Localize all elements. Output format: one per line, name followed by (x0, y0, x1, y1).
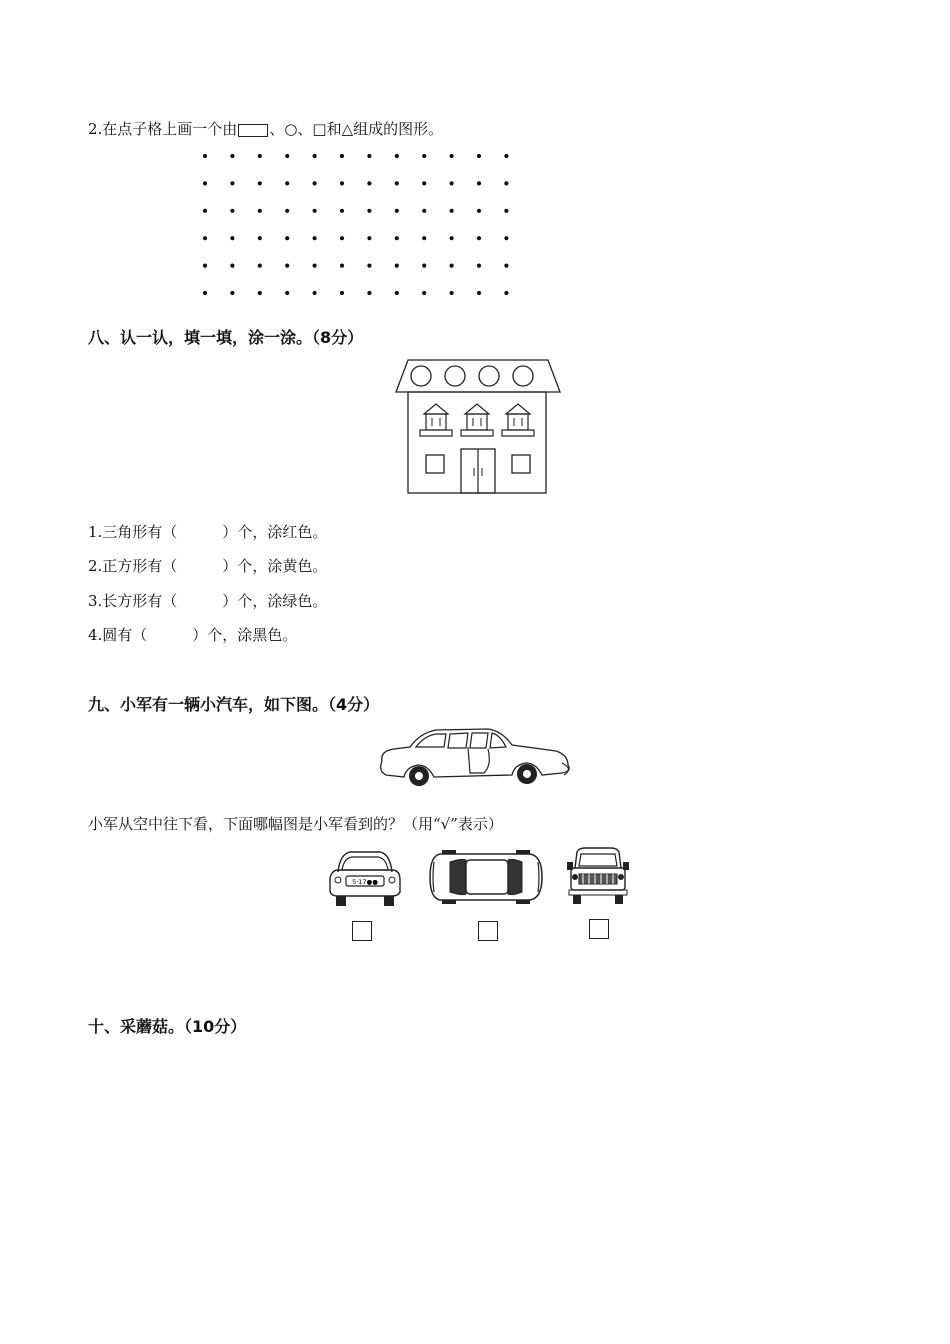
grid-dot[interactable] (395, 236, 399, 240)
grid-dot[interactable] (504, 181, 508, 185)
grid-dot[interactable] (450, 291, 454, 295)
grid-dot[interactable] (422, 181, 426, 185)
grid-dot[interactable] (258, 154, 262, 158)
grid-dot[interactable] (504, 209, 508, 213)
grid-dot[interactable] (285, 181, 289, 185)
upper-window (461, 404, 493, 436)
q7-item2-prefix: 2.在点子格上画一个由 (88, 120, 238, 138)
grid-dot[interactable] (395, 264, 399, 268)
grid-dot[interactable] (203, 181, 207, 185)
car-rear-view-option (326, 848, 404, 910)
grid-dot[interactable] (450, 264, 454, 268)
grid-dot[interactable] (450, 209, 454, 213)
grid-dot[interactable] (258, 264, 262, 268)
grid-dot[interactable] (395, 154, 399, 158)
grid-dot[interactable] (258, 209, 262, 213)
grid-dot[interactable] (285, 154, 289, 158)
grid-dot[interactable] (367, 181, 371, 185)
grid-dot[interactable] (340, 264, 344, 268)
grid-dot[interactable] (477, 236, 481, 240)
lower-square-window (426, 455, 444, 473)
grid-dot[interactable] (230, 291, 234, 295)
grid-dot[interactable] (313, 264, 317, 268)
grid-dot[interactable] (203, 209, 207, 213)
grid-dot[interactable] (313, 181, 317, 185)
lower-square-window (512, 455, 530, 473)
grid-dot[interactable] (340, 181, 344, 185)
grid-dot[interactable] (422, 291, 426, 295)
upper-window (420, 404, 452, 436)
grid-dot[interactable] (258, 181, 262, 185)
answer-checkbox-2[interactable] (478, 921, 498, 941)
car-top-view-option (426, 848, 546, 906)
grid-dot[interactable] (230, 181, 234, 185)
grid-dot[interactable] (450, 154, 454, 158)
answer-checkbox-1[interactable] (352, 921, 372, 941)
q8-item-4: 4.圆有（ ）个，涂黑色。 (88, 626, 298, 644)
q9-question: 小军从空中往下看，下面哪幅图是小军看到的？（用“√”表示） (88, 815, 503, 833)
q8-heading: 八、认一认，填一填，涂一涂。（8分） (88, 328, 364, 347)
grid-dot[interactable] (367, 209, 371, 213)
roof-circle (445, 366, 465, 386)
roof-circle (411, 366, 431, 386)
grid-dot[interactable] (422, 154, 426, 158)
q8-item-3: 3.长方形有（ ）个，涂绿色。 (88, 592, 328, 610)
grid-dot[interactable] (422, 209, 426, 213)
q7-item2-suffix: 、○、□和△组成的图形。 (269, 120, 444, 138)
grid-dot[interactable] (367, 154, 371, 158)
license-plate-text: 5·17●● (352, 878, 378, 886)
grid-dot[interactable] (367, 291, 371, 295)
grid-dot[interactable] (477, 264, 481, 268)
rectangle-shape-icon (238, 124, 268, 137)
upper-window (502, 404, 534, 436)
grid-dot[interactable] (422, 264, 426, 268)
grid-dot[interactable] (477, 154, 481, 158)
grid-dot[interactable] (230, 264, 234, 268)
grid-dot[interactable] (477, 209, 481, 213)
q10-heading: 十、采蘑菇。（10分） (88, 1017, 247, 1036)
q9-heading: 九、小军有一辆小汽车，如下图。（4分） (88, 695, 380, 714)
grid-dot[interactable] (340, 236, 344, 240)
grid-dot[interactable] (258, 291, 262, 295)
grid-dot[interactable] (203, 154, 207, 158)
grid-dot[interactable] (313, 291, 317, 295)
house-body (408, 392, 546, 493)
grid-dot[interactable] (504, 154, 508, 158)
grid-dot[interactable] (285, 264, 289, 268)
grid-dot[interactable] (203, 236, 207, 240)
grid-dot[interactable] (340, 209, 344, 213)
grid-dot[interactable] (504, 236, 508, 240)
grid-dot[interactable] (230, 236, 234, 240)
grid-dot[interactable] (477, 181, 481, 185)
car-side-view (376, 725, 576, 790)
grid-dot[interactable] (285, 236, 289, 240)
dot-grid[interactable] (195, 148, 515, 300)
car-front-view-option (563, 846, 633, 908)
grid-dot[interactable] (477, 291, 481, 295)
grid-dot[interactable] (367, 264, 371, 268)
roof-circle (479, 366, 499, 386)
grid-dot[interactable] (340, 154, 344, 158)
grid-dot[interactable] (450, 181, 454, 185)
house-figure (388, 358, 568, 498)
grid-dot[interactable] (313, 209, 317, 213)
grid-dot[interactable] (367, 236, 371, 240)
grid-dot[interactable] (285, 209, 289, 213)
grid-dot[interactable] (313, 154, 317, 158)
grid-dot[interactable] (504, 291, 508, 295)
grid-dot[interactable] (395, 209, 399, 213)
grid-dot[interactable] (203, 264, 207, 268)
grid-dot[interactable] (504, 264, 508, 268)
answer-checkbox-3[interactable] (589, 919, 609, 939)
grid-dot[interactable] (340, 291, 344, 295)
grid-dot[interactable] (395, 291, 399, 295)
grid-dot[interactable] (285, 291, 289, 295)
roof-trapezoid (396, 360, 560, 392)
roof-circle (513, 366, 533, 386)
grid-dot[interactable] (230, 209, 234, 213)
q7-item2-text (88, 120, 443, 138)
grid-dot[interactable] (203, 291, 207, 295)
grid-dot[interactable] (395, 181, 399, 185)
grid-dot[interactable] (258, 236, 262, 240)
grid-dot[interactable] (450, 236, 454, 240)
grid-dot[interactable] (422, 236, 426, 240)
q8-item-1: 1.三角形有（ ）个，涂红色。 (88, 523, 328, 541)
grid-dot[interactable] (230, 154, 234, 158)
grid-dot[interactable] (313, 236, 317, 240)
q8-item-2: 2.正方形有（ ）个，涂黄色。 (88, 557, 328, 575)
